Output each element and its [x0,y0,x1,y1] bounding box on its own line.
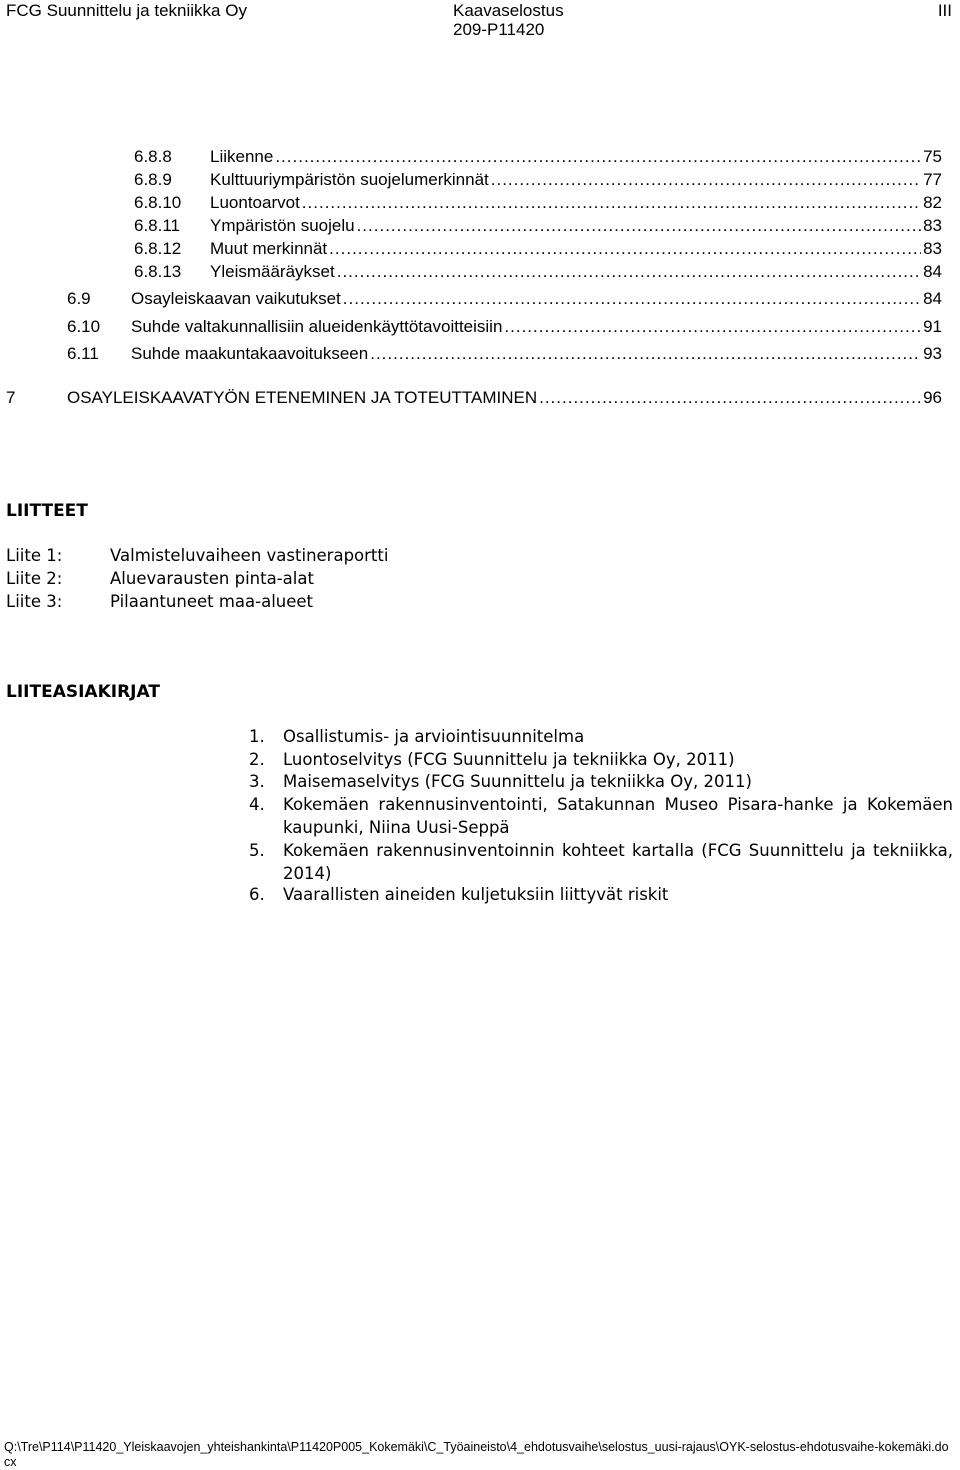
toc-entry-title: Luontoarvot [210,193,300,212]
toc-leader-dots [370,342,921,365]
appendix-title: Valmisteluvaiheen vastineraportti [110,546,389,565]
attachment-document-item [249,840,953,885]
attachment-document-item [249,749,953,772]
header-document-type: Kaavaselostus [453,1,564,20]
toc-entry-number: 6.9 [67,289,91,308]
toc-entry-page: 84 [923,289,942,308]
toc-entry-page: 84 [923,262,942,281]
attachment-document-number: 3. [249,772,265,791]
attachment-document-item [249,884,953,907]
toc-entry-page: 91 [923,317,942,336]
toc-leader-dots [491,168,921,191]
toc-entry-number: 6.8.11 [134,216,181,235]
toc-entry-page: 96 [923,388,942,407]
toc-entry-number: 6.8.13 [134,262,182,281]
header-page-number: III [937,1,952,20]
toc-leader-dots [302,191,921,214]
toc-entry[interactable] [134,214,942,237]
toc-entry-page: 75 [923,147,942,166]
toc-entry[interactable] [6,386,942,409]
toc-entry-page: 83 [923,239,942,258]
appendix-item [6,545,388,568]
header-document-number: 209-P11420 [453,20,545,39]
toc-entry-title: Suhde maakuntakaavoitukseen [131,344,369,363]
attachment-document-text: Vaarallisten aineiden kuljetuksiin liittyvät riskit [283,885,669,904]
toc-entry[interactable] [67,342,942,365]
appendices-heading: LIITTEET [6,501,88,521]
toc-entry-title: Kulttuuriympäristön suojelumerkinnät [210,170,489,189]
toc-entry[interactable] [134,260,942,283]
toc-leader-dots [539,386,921,409]
attachment-documents-heading: LIITEASIAKIRJAT [6,682,160,702]
header-company: FCG Suunnittelu ja tekniikka Oy [6,1,247,20]
toc-entry-page: 82 [923,193,942,212]
toc-entry-title: Ympäristön suojelu [210,216,355,235]
toc-entry-title: Yleismääräykset [210,262,335,281]
attachment-document-number: 1. [249,727,265,746]
toc-entry-title: OSAYLEISKAAVATYÖN ETENEMINEN JA TOTEUTTAMINEN [67,388,538,407]
toc-entry[interactable] [134,145,942,168]
toc-entry-number: 6.10 [67,317,101,336]
toc-entry-number: 6.11 [67,344,99,363]
attachment-document-text: Kokemäen rakennusinventoinnin kohteet kartalla (FCG Suunnittelu ja tekniikka, 2014) [283,841,953,883]
toc-entry-title: Suhde valtakunnallisiin alueidenkäyttötavoitteisiin [131,317,503,336]
appendix-label: Liite 2: [6,569,63,588]
appendix-item [6,591,313,614]
attachment-document-number: 2. [249,750,265,769]
toc-entry[interactable] [134,237,942,260]
attachment-document-text: Kokemäen rakennusinventointi, Satakunnan Museo Pisara-hanke ja Kokemäen kaupunki, Niina Uusi-Seppä [283,795,953,837]
toc-entry-number: 6.8.8 [134,147,172,166]
toc-leader-dots [343,287,921,310]
toc-leader-dots [275,145,921,168]
toc-leader-dots [337,260,921,283]
toc-entry[interactable] [67,315,942,338]
toc-leader-dots [504,315,921,338]
toc-entry[interactable] [134,191,942,214]
attachment-document-item [249,726,953,749]
attachment-document-text: Luontoselvitys (FCG Suunnittelu ja tekniikka Oy, 2011) [283,750,735,769]
toc-entry-number: 7 [6,388,16,407]
toc-entry-title: Muut merkinnät [210,239,328,258]
attachment-document-number: 5. [249,841,265,860]
attachment-document-number: 6. [249,885,265,904]
toc-entry-page: 83 [923,216,942,235]
appendix-title: Aluevarausten pinta-alat [110,569,314,588]
toc-entry-number: 6.8.10 [134,193,182,212]
attachment-document-text: Osallistumis- ja arviointisuunnitelma [283,727,585,746]
toc-leader-dots [329,237,921,260]
attachment-document-text: Maisemaselvitys (FCG Suunnittelu ja tekniikka Oy, 2011) [283,772,752,791]
toc-entry[interactable] [67,287,942,310]
footer-file-path: Q:\Tre\P114\P11420_Yleiskaavojen_yhteishankinta\P11420P005_Kokemäki\C_Työaineisto\4_ehdotusvaihe\selostus_uusi-rajaus\OYK-selostus-ehdotusvaihe-kokemäki.docx [4,1440,949,1469]
toc-entry-page: 93 [923,344,942,363]
attachment-document-item [249,771,953,794]
toc-entry-number: 6.8.12 [134,239,182,258]
toc-entry-title: Liikenne [210,147,274,166]
appendix-item [6,568,314,591]
toc-entry-page: 77 [923,170,942,189]
toc-leader-dots [357,214,922,237]
appendix-label: Liite 1: [6,546,63,565]
toc-entry-number: 6.8.9 [134,170,172,189]
toc-entry-title: Osayleiskaavan vaikutukset [131,289,341,308]
appendix-label: Liite 3: [6,592,63,611]
toc-entry[interactable] [134,168,942,191]
attachment-document-number: 4. [249,795,265,814]
attachment-document-item [249,794,953,839]
appendix-title: Pilaantuneet maa-alueet [110,592,314,611]
